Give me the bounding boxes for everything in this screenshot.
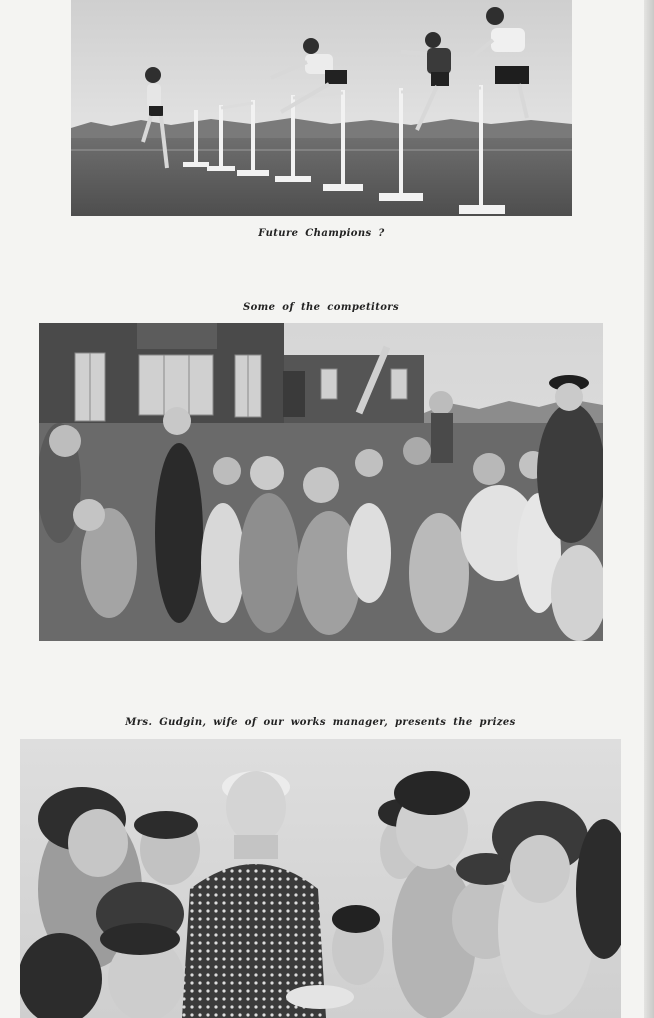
caption-future-champions: Future Champions ? xyxy=(258,228,385,239)
page-edge xyxy=(644,0,654,1018)
photo-prize-presentation xyxy=(20,739,621,1018)
photo-hurdles-race xyxy=(71,0,572,216)
photo-competitors xyxy=(39,323,603,641)
caption-prize-presentation: Mrs. Gudgin, wife of our works manager, presents the prizes xyxy=(125,717,516,728)
caption-competitors: Some of the competitors xyxy=(242,302,399,313)
